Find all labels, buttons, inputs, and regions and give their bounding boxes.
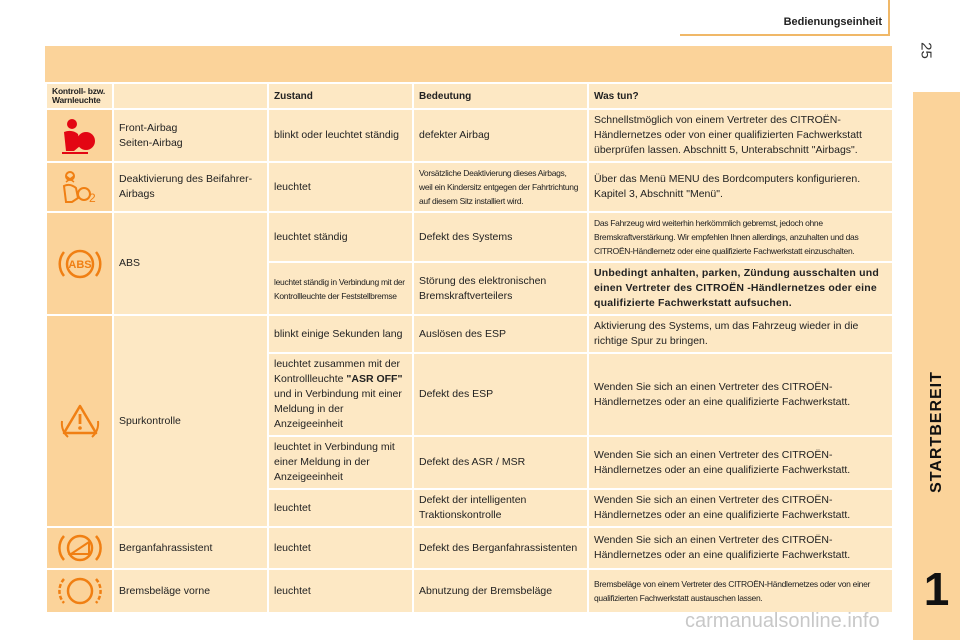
- hill-assist-state: leuchtet: [268, 527, 413, 569]
- abs-state-2: leuchtet ständig in Verbindung mit der Kontrollleuchte der Feststellbremse: [268, 262, 413, 315]
- abs-meaning-2: Störung des elektronischen Bremskraftverteilers: [413, 262, 588, 315]
- passenger-airbag-state: leuchtet: [268, 162, 413, 212]
- traction-state-2: leuchtet zusammen mit der Kontrollleuchte "ASR OFF" und in Verbindung mit einer Meldung in der Anzeigeeinheit: [268, 353, 413, 436]
- brake-pads-state: leuchtet: [268, 569, 413, 613]
- passenger-airbag-meaning: Vorsätzliche Deaktivierung dieses Airbags, weil ein Kindersitz entgegen der Fahrtrichtung auf diesem Sitz installiert wird.: [413, 162, 588, 212]
- warning-lamp-table: [45, 46, 892, 614]
- traction-meaning-1: Auslösen des ESP: [413, 315, 588, 353]
- watermark: carmanualsonline.info: [685, 610, 880, 632]
- header-rule: [680, 34, 888, 36]
- table-top-band: [45, 46, 892, 82]
- airbag-warning-icon: [46, 109, 113, 162]
- traction-meaning-2: Defekt des ESP: [413, 353, 588, 436]
- table-row: [46, 569, 893, 613]
- table-row: [46, 109, 893, 162]
- abs-action-2: Unbedingt anhalten, parken, Zündung ausschalten und einen Vertreter des CITROËN -Händlernetzes oder eine qualifizierte Fachwerkstatt aufsuchen.: [588, 262, 893, 315]
- abs-name: ABS: [113, 212, 268, 315]
- traction-state-4: leuchtet: [268, 489, 413, 527]
- hill-assist-name: Berganfahrassistent: [113, 527, 268, 569]
- table-row: [46, 162, 893, 212]
- passenger-airbag-off-icon: [46, 162, 113, 212]
- airbag-name: Front-Airbag Seiten-Airbag: [113, 109, 268, 162]
- table-row: [46, 212, 893, 262]
- abs-state-1: leuchtet ständig: [268, 212, 413, 262]
- passenger-airbag-name: Deaktivierung des Beifahrer-Airbags: [113, 162, 268, 212]
- abs-action-1: Das Fahrzeug wird weiterhin herkömmlich gebremst, jedoch ohne Bremskraftverstärkung. Wir empfehlen Ihnen allerdings, anzuhalten und das CITROËN-Händlernetz oder eine qualifizierte Fachwerkstatt einzuschalten.: [588, 212, 893, 262]
- header-state: Zustand: [268, 83, 413, 109]
- header-action: Was tun?: [588, 83, 893, 109]
- header-meaning: Bedeutung: [413, 83, 588, 109]
- traction-action-1: Aktivierung des Systems, um das Fahrzeug wieder in die richtige Spur zu bringen.: [588, 315, 893, 353]
- hill-assist-action: Wenden Sie sich an einen Vertreter des CITROËN-Händlernetzes oder an eine qualifizierte Fachwerkstatt.: [588, 527, 893, 569]
- brake-pads-meaning: Abnutzung der Bremsbeläge: [413, 569, 588, 613]
- hill-assist-meaning: Defekt des Berganfahrassistenten: [413, 527, 588, 569]
- airbag-meaning: defekter Airbag: [413, 109, 588, 162]
- brake-pads-action: Bremsbeläge von einem Vertreter des CITROËN-Händlernetzes oder von einer qualifizierten Fachwerkstatt austauschen lassen.: [588, 569, 893, 613]
- chapter-number: 1: [923, 563, 950, 615]
- table-row: [46, 315, 893, 353]
- brake-pads-name: Bremsbeläge vorne: [113, 569, 268, 613]
- airbag-action: Schnellstmöglich von einem Vertreter des CITROËN-Händlernetzes oder von einer qualifizierten Fachwerkstatt überprüfen lassen. Abschnitt 5, Unterabschnitt "Airbags".: [588, 109, 893, 162]
- table-row: [46, 527, 893, 569]
- hill-start-assist-icon: [46, 527, 113, 569]
- traction-control-warning-icon: [46, 315, 113, 527]
- chapter-label: STARTBEREIT: [927, 371, 945, 493]
- traction-meaning-4: Defekt der intelligenten Traktionskontrolle: [413, 489, 588, 527]
- passenger-airbag-action: Über das Menü MENU des Bordcomputers konfigurieren. Kapitel 3, Abschnitt "Menü".: [588, 162, 893, 212]
- brake-pad-wear-icon: [46, 569, 113, 613]
- traction-state-3: leuchtet in Verbindung mit einer Meldung in der Anzeigeeinheit: [268, 436, 413, 489]
- chapter-side-tab: [913, 92, 960, 640]
- svg-text:ABS: ABS: [67, 258, 92, 271]
- table-header-row: [46, 83, 893, 109]
- traction-state-1: blinkt einige Sekunden lang: [268, 315, 413, 353]
- traction-action-2: Wenden Sie sich an einen Vertreter des CITROËN-Händlernetzes oder an eine qualifizierte Fachwerkstatt.: [588, 353, 893, 436]
- svg-text:2: 2: [88, 191, 96, 204]
- page-number: 25: [917, 42, 935, 59]
- section-title: Bedienungseinheit: [783, 16, 882, 28]
- abs-meaning-1: Defekt des Systems: [413, 212, 588, 262]
- traction-meaning-3: Defekt des ASR / MSR: [413, 436, 588, 489]
- traction-action-4: Wenden Sie sich an einen Vertreter des CITROËN-Händlernetzes oder an eine qualifizierte Fachwerkstatt.: [588, 489, 893, 527]
- header-lamp: Kontroll- bzw. Warnleuchte: [46, 83, 113, 109]
- abs-warning-icon: [46, 212, 113, 315]
- header-name: [113, 83, 268, 109]
- traction-name: Spurkontrolle: [113, 315, 268, 527]
- traction-action-3: Wenden Sie sich an einen Vertreter des CITROËN-Händlernetzes oder an eine qualifizierte Fachwerkstatt.: [588, 436, 893, 489]
- header-divider: [888, 0, 890, 36]
- airbag-state: blinkt oder leuchtet ständig: [268, 109, 413, 162]
